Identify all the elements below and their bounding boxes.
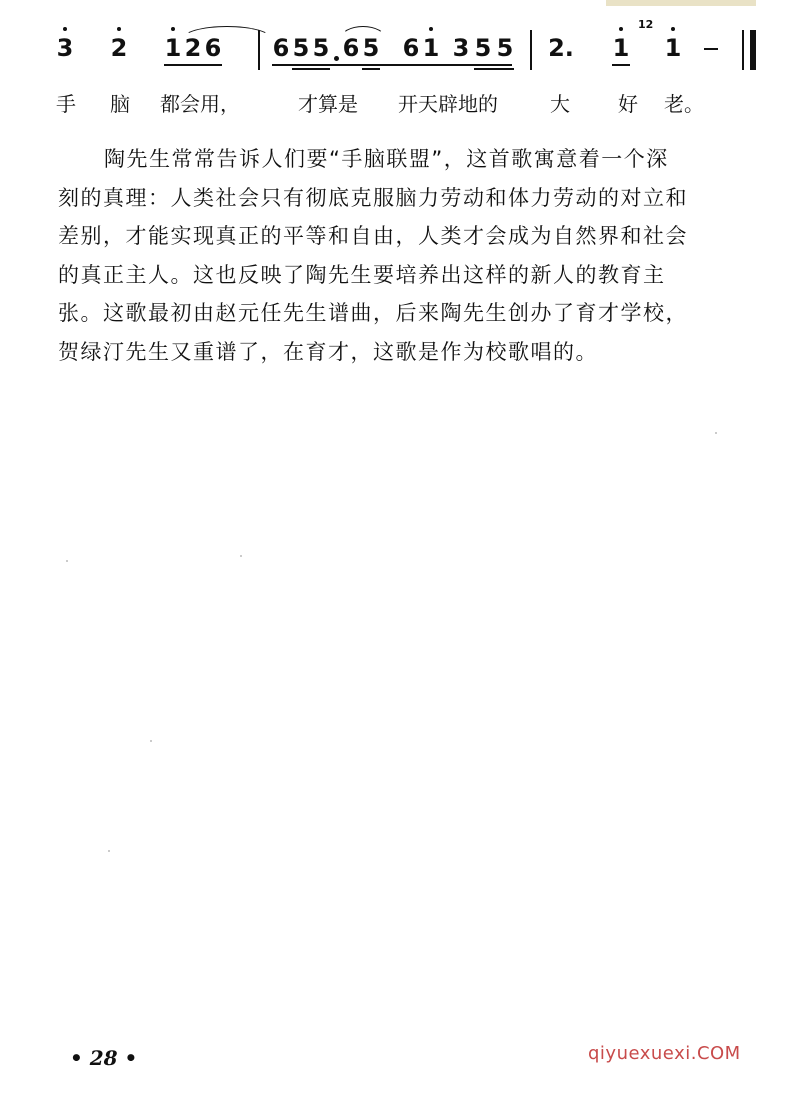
lyric-word: 大 (550, 92, 570, 116)
lyric-word: 开天辟地的 (398, 92, 498, 116)
scan-speck (66, 560, 68, 562)
bar-line (258, 30, 260, 70)
score-note: 2 (110, 34, 128, 62)
lyric-word: 才算是 (298, 92, 358, 116)
score-note: 2 (184, 34, 202, 62)
paragraph-line: 的真正主人。这也反映了陶先生要培养出这样的新人的教育主 (58, 262, 666, 287)
paragraph-line: 陶先生常常告诉人们要“手脑联盟”，这首歌寓意着一个深 (104, 147, 669, 171)
scan-speck (150, 740, 152, 742)
slur-mark (340, 26, 386, 39)
beam-underline-2 (362, 68, 380, 70)
paragraph-line: 张。这歌最初由赵元任先生谱曲，后来陶先生创办了育才学校， (58, 301, 688, 325)
page-number: • 28 • (70, 1046, 138, 1070)
lyric-word: 脑 (110, 92, 130, 116)
body-paragraph (58, 140, 758, 371)
augmentation-dot (334, 56, 339, 61)
grace-notes: 12 (638, 18, 654, 31)
lyric-word: 手 (56, 92, 76, 116)
scan-edge-mark (606, 0, 756, 6)
lyric-word: 老。 (664, 92, 704, 116)
score-note: 5 (474, 34, 492, 62)
lyric-word: 都会用， (160, 92, 240, 116)
score-note: 5 (292, 34, 310, 62)
score-note: 2. (548, 34, 574, 62)
score-note: 5 (362, 34, 380, 62)
score-note: 6 (272, 34, 290, 62)
score-note: 1 (664, 34, 682, 62)
score-note: 6 (204, 34, 222, 62)
beam-underline (272, 64, 512, 66)
scan-speck (108, 850, 110, 852)
sustain-dash (704, 48, 718, 50)
lyrics-line (56, 88, 756, 122)
score-note: 3 (452, 34, 470, 62)
beam-underline (164, 64, 222, 66)
beam-underline-2 (474, 68, 514, 70)
lyric-word: 好 (618, 92, 638, 116)
music-score-line (56, 18, 776, 82)
bar-line (530, 30, 532, 70)
final-bar-line-thick (750, 30, 756, 70)
scan-speck (240, 555, 242, 557)
beam-underline (612, 64, 630, 66)
score-note: 5 (312, 34, 330, 62)
score-note: 1 (422, 34, 440, 62)
final-bar-line-thin (742, 30, 744, 70)
score-note: 3 (56, 34, 74, 62)
score-note: 5 (496, 34, 514, 62)
score-note: 6 (402, 34, 420, 62)
paragraph-line: 差别，才能实现真正的平等和自由，人类才会成为自然界和社会 (58, 224, 688, 248)
score-note: 1 (164, 34, 182, 62)
paragraph-line: 贺绿汀先生又重谱了，在育才，这歌是作为校歌唱的。 (58, 339, 598, 364)
beam-underline-2 (292, 68, 330, 70)
watermark: qiyuexuexi.COM (588, 1043, 741, 1064)
scan-speck (715, 432, 717, 434)
score-note: 1 (612, 34, 630, 62)
paragraph-line: 刻的真理：人类社会只有彻底克服脑力劳动和体力劳动的对立和 (58, 185, 688, 210)
score-note: 6 (342, 34, 360, 62)
